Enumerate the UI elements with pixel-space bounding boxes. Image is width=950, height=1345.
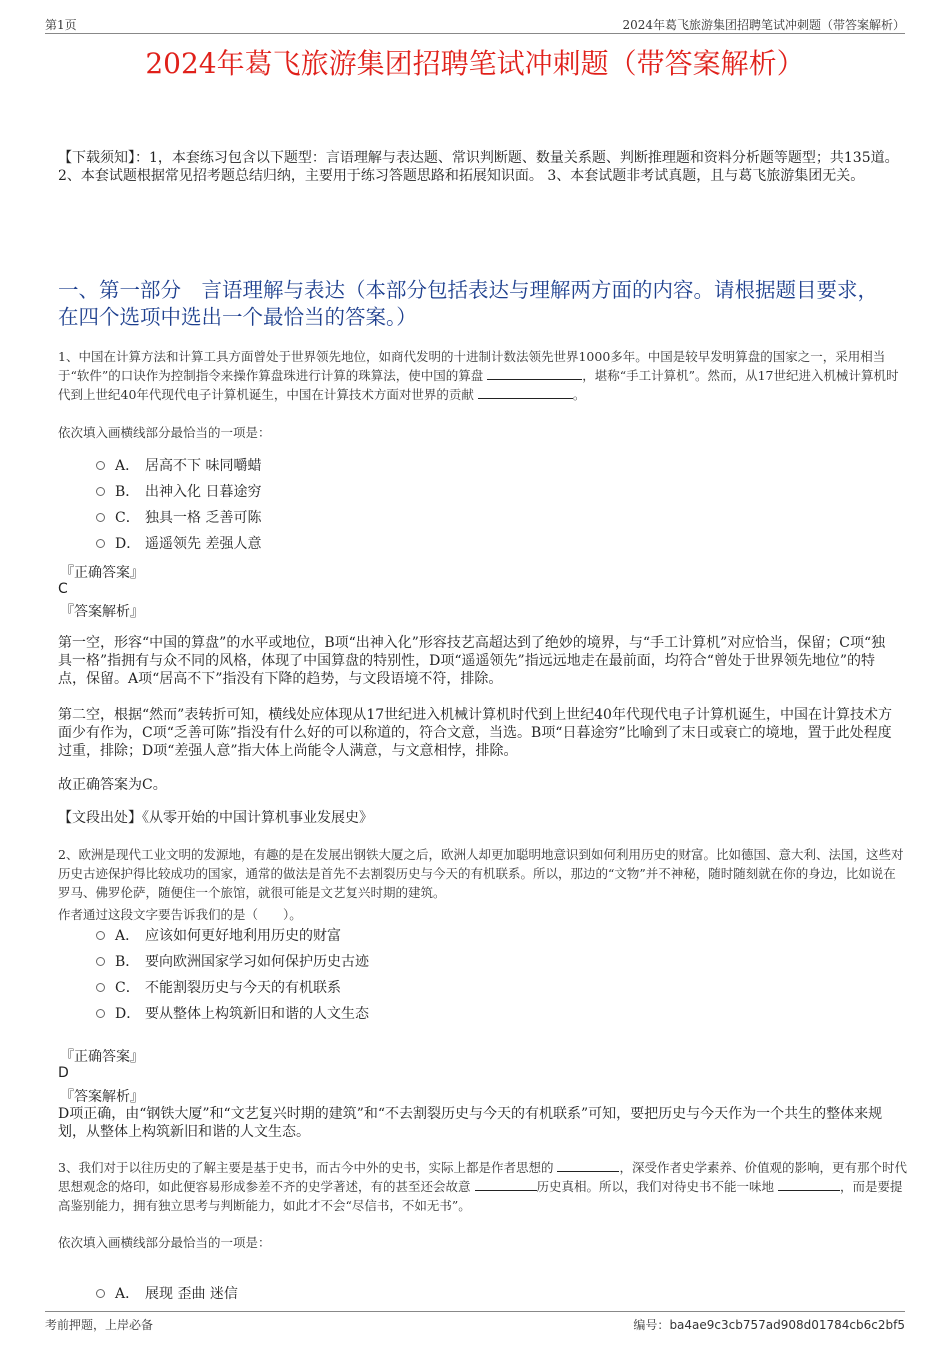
footer-rule [45, 1311, 905, 1312]
q2-analysis-label: 『答案解析』 [60, 1089, 144, 1105]
footer-document-code: 编号：ba4ae9c3cb757ad908d01784cb6c2bf5 [633, 1318, 905, 1332]
q1-option-b[interactable]: B． 出神入化 日暮途穷 [96, 482, 261, 502]
footer-slogan: 考前押题，上岸必备 [45, 1318, 154, 1332]
q1-analysis-2: 第二空，根据“然而”表转折可知，横线处应体现从17世纪进入机械计算机时代到上世纪40年代现代电子计算机诞生，中国在计算技术方面少有作为，C项“乏善可陈”指没有什么好的可以称道的，符合文意，当选。B项“日暮途穷”比喻到了末日或衰亡的境地，置于此处程度过重，排除；D项“差强人意”指大体上尚能令人满意，与文意相悖，排除。 [58, 707, 892, 759]
q1-source: 【文段出处】《从零开始的中国计算机事业发展史》 [58, 810, 373, 826]
radio-icon[interactable] [96, 1289, 105, 1298]
blank-2 [475, 1178, 537, 1191]
q1-analysis-label: 『答案解析』 [60, 604, 144, 620]
q2-correct-answer-label: 『正确答案』 [60, 1049, 144, 1065]
blank-1 [557, 1159, 619, 1172]
q2-option-a[interactable]: A． 应该如何更好地利用历史的财富 [96, 926, 341, 946]
question-2-text: 2、欧洲是现代工业文明的发源地，有趣的是在发展出钢铁大厦之后，欧洲人却更加聪明地意识到如何利用历史的财富。比如德国、意大利、法国，这些对历史古迹保护得比较成功的国家，通常的做法是首先不去割裂历史与今天的有机联系。所以，那边的“文物”并不神秘，随时随刻就在你的身边，比如说在罗马、佛罗伦萨，随便住一个旅馆，就很可能是文艺复兴时期的建筑。 [58, 847, 904, 900]
question-1-prompt: 依次填入画横线部分最恰当的一项是： [58, 425, 271, 440]
q1-option-d[interactable]: D． 遥遥领先 差强人意 [96, 534, 261, 554]
q1-conclusion: 故正确答案为C。 [58, 777, 167, 793]
section-heading: 一、第一部分 言语理解与表达（本部分包括表达与理解两方面的内容。请根据题目要求，在四个选项中选出一个最恰当的答案。） [58, 278, 878, 329]
q2-answer: D [58, 1065, 69, 1081]
page-title: 2024年葛飞旅游集团招聘笔试冲刺题（带答案解析） [145, 47, 805, 80]
download-notice: 【下载须知】：1，本套练习包含以下题型：言语理解与表达题、常识判断题、数量关系题、判断推理题和资料分析题等题型；共135道。 2、本套试题根据常见招考题总结归纳，主要用于练习答题思路和拓展知识面。 3、本套试题非考试真题，且与葛飞旅游集团无关。 [58, 150, 899, 184]
question-3-text: 3、我们对于以往历史的了解主要是基于史书，而古今中外的史书，实际上都是作者思想的 ，深受作者史学素养、价值观的影响，更有那个时代思想观念的烙印，如此便容易形成参差不齐的史学著述，有的甚至还会故意 历史真相。所以，我们对待史书不能一味地 ，而是要提高鉴别能力，拥有独立思考与判断能力，如此才不会“尽信书，不如无书”。 [58, 1160, 907, 1213]
q3-option-a[interactable]: A． 展现 歪曲 迷信 [96, 1284, 238, 1304]
radio-icon[interactable] [96, 957, 105, 966]
radio-icon[interactable] [96, 487, 105, 496]
question-2-prompt: 作者通过这段文字要告诉我们的是（ ）。 [58, 907, 302, 922]
q2-option-c[interactable]: C． 不能割裂历史与今天的有机联系 [96, 978, 341, 998]
blank-3 [778, 1178, 840, 1191]
blank-1 [487, 367, 582, 380]
q2-option-d[interactable]: D． 要从整体上构筑新旧和谐的人文生态 [96, 1004, 369, 1024]
radio-icon[interactable] [96, 513, 105, 522]
q1-option-a[interactable]: A． 居高不下 味同嚼蜡 [96, 456, 261, 476]
question-3-prompt: 依次填入画横线部分最恰当的一项是： [58, 1235, 271, 1250]
q1-option-c[interactable]: C． 独具一格 乏善可陈 [96, 508, 261, 528]
q1-correct-answer-label: 『正确答案』 [60, 565, 144, 581]
q2-analysis: D项正确，由“钢铁大厦”和“文艺复兴时期的建筑”和“不去割裂历史与今天的有机联系”可知，要把历史与今天作为一个共生的整体来规划，从整体上构筑新旧和谐的人文生态。 [58, 1106, 883, 1140]
q1-answer: C [58, 581, 68, 597]
radio-icon[interactable] [96, 461, 105, 470]
radio-icon[interactable] [96, 1009, 105, 1018]
blank-2 [478, 386, 573, 399]
header-rule [45, 33, 905, 34]
radio-icon[interactable] [96, 983, 105, 992]
radio-icon[interactable] [96, 931, 105, 940]
question-1-text: 1、中国在计算方法和计算工具方面曾处于世界领先地位，如商代发明的十进制计数法领先世界1000多年。中国是较早发明算盘的国家之一，采用相当于“软件”的口诀作为控制指令来操作算盘珠进行计算的珠算法，使中国的算盘 ，堪称“手工计算机”。然而，从17世纪进入机械计算机时代到上世纪40年代现代电子计算机诞生，中国在计算技术方面对世界的贡献 。 [58, 349, 899, 402]
q2-option-b[interactable]: B． 要向欧洲国家学习如何保护历史古迹 [96, 952, 369, 972]
header-doc-title: 2024年葛飞旅游集团招聘笔试冲刺题（带答案解析） [622, 18, 905, 32]
header-page-number: 第1页 [45, 18, 77, 32]
q1-analysis-1: 第一空，形容“中国的算盘”的水平或地位，B项“出神入化”形容技艺高超达到了绝妙的境界，与“手工计算机”对应恰当，保留；C项“独具一格”指拥有与众不同的风格，体现了中国算盘的特别性，D项“遥遥领先”指远远地走在最前面，均符合“曾处于世界领先地位”的特点，保留。A项“居高不下”指没有下降的趋势，与文段语境不符，排除。 [58, 635, 886, 687]
radio-icon[interactable] [96, 539, 105, 548]
